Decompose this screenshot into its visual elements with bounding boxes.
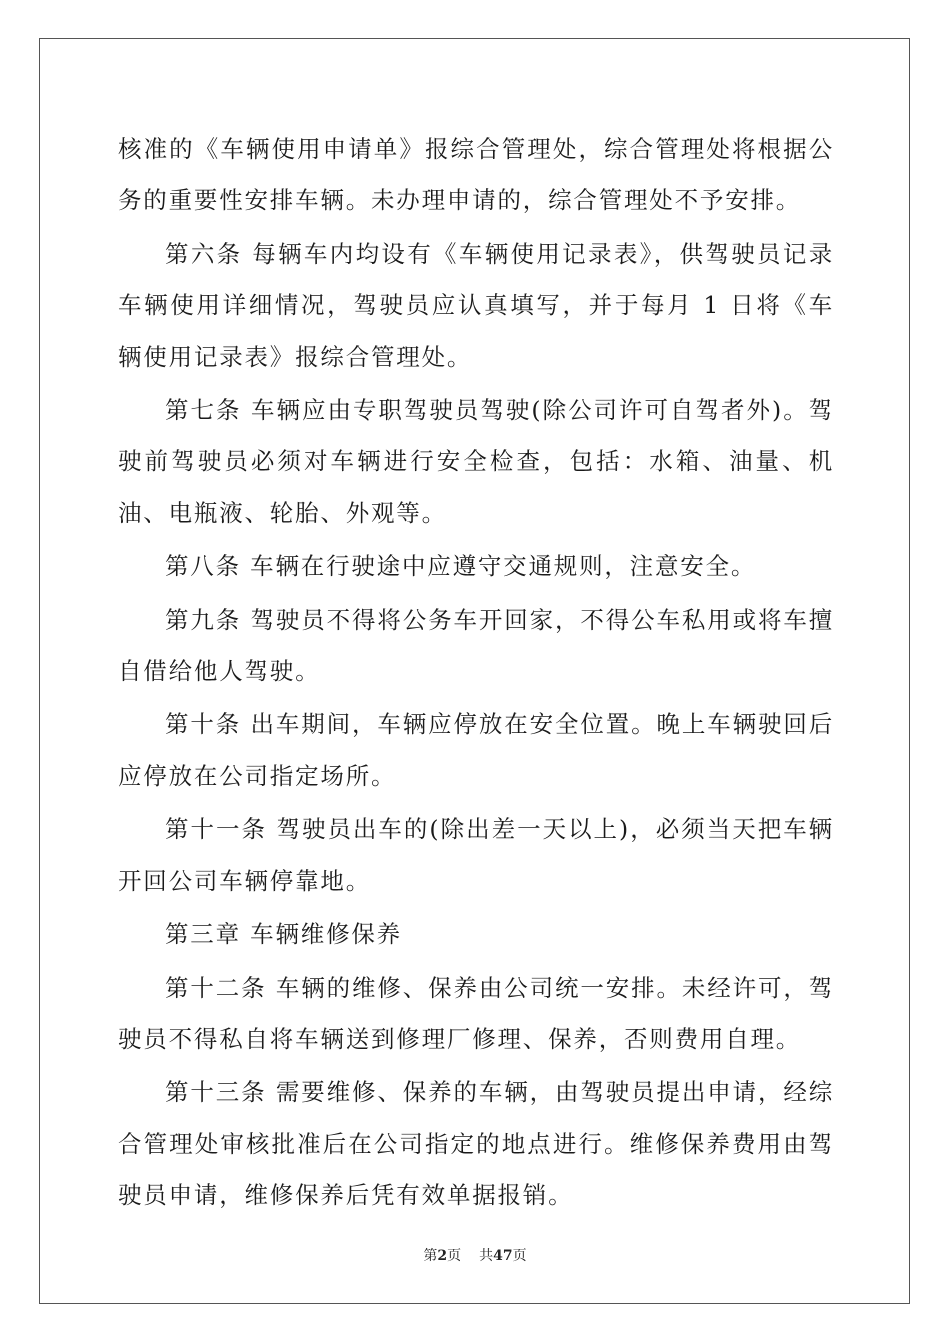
paragraph-article-13: 第十三条 需要维修、保养的车辆，由驾驶员提出申请，经综合管理处审核批准后在公司指定的地点进行。维修保养费用由驾驶员申请，维修保养后凭有效单据报销。 <box>118 1078 834 1210</box>
paragraph-article-12: 第十二条 车辆的维修、保养由公司统一安排。未经许可，驾驶员不得私自将车辆送到修理厂修理、保养，否则费用自理。 <box>118 973 834 1053</box>
paragraph-continuation: 核准的《车辆使用申请单》报综合管理处，综合管理处将根据公务的重要性安排车辆。未办理申请的，综合管理处不予安排。 <box>118 135 834 215</box>
chapter-heading: 第三章 车辆维修保养 <box>165 920 402 949</box>
total-prefix: 共 <box>479 1248 494 1264</box>
page-suffix: 页 <box>447 1248 462 1264</box>
total-pages: 47 <box>493 1248 513 1264</box>
page-prefix: 第 <box>423 1248 438 1264</box>
page-footer <box>0 1247 950 1265</box>
document-body <box>118 124 834 1224</box>
paragraph-article-11: 第十一条 驾驶员出车的(除出差一天以上)，必须当天把车辆开回公司车辆停靠地。 <box>118 815 834 895</box>
paragraph-article-6: 第六条 每辆车内均设有《车辆使用记录表》，供驾驶员记录车辆使用详细情况，驾驶员应认真填写，并于每月 1 日将《车辆使用记录表》报综合管理处。 <box>118 239 834 371</box>
paragraph-article-7: 第七条 车辆应由专职驾驶员驾驶(除公司许可自驾者外)。驾驶前驾驶员必须对车辆进行安全检查，包括：水箱、油量、机油、电瓶液、轮胎、外观等。 <box>118 396 834 527</box>
paragraph-article-8: 第八条 车辆在行驶途中应遵守交通规则，注意安全。 <box>165 552 757 581</box>
paragraph-article-10: 第十条 出车期间，车辆应停放在安全位置。晚上车辆驶回后应停放在公司指定场所。 <box>118 710 834 790</box>
paragraph-article-9: 第九条 驾驶员不得将公务车开回家，不得公车私用或将车擅自借给他人驾驶。 <box>118 605 834 686</box>
total-suffix: 页 <box>512 1248 527 1264</box>
page-number: 2 <box>437 1248 448 1264</box>
